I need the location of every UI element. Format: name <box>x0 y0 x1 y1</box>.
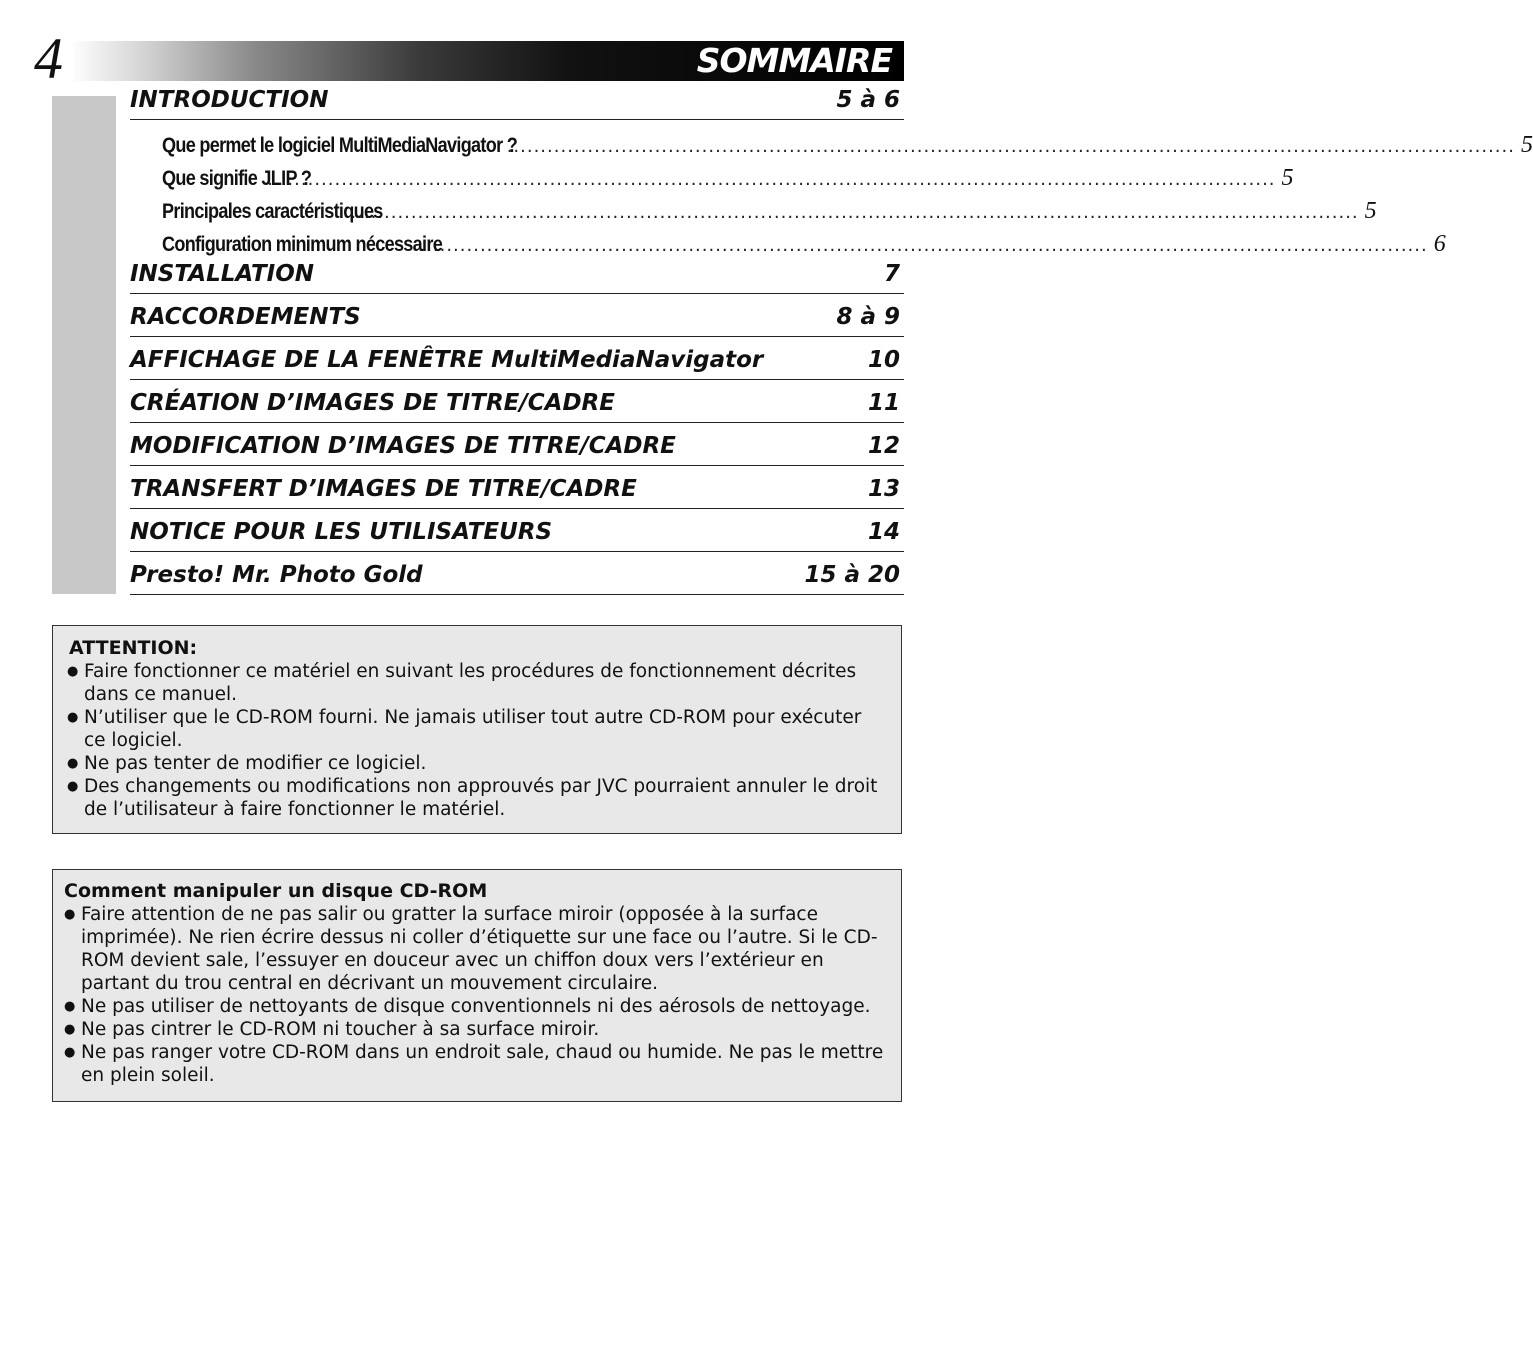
bullet-icon: ● <box>64 1045 76 1060</box>
toc-entry-page: 14 <box>867 519 900 545</box>
toc-entry-title: CRÉATION D’IMAGES DE TITRE/CADRE <box>130 390 615 416</box>
list-item <box>64 903 885 995</box>
bullet-icon: ● <box>67 779 79 794</box>
toc-entry-title: AFFICHAGE DE LA FENÊTRE MultiMediaNavigator <box>130 347 764 373</box>
bullet-icon: ● <box>64 907 76 922</box>
toc-entry-raccordements[interactable] <box>130 303 904 337</box>
list-item <box>67 752 885 775</box>
toc-entry-notice[interactable] <box>130 518 904 552</box>
list-item-text: Des changements ou modifications non approuvés par JVC pourraient annuler le droit de l’utilisateur à faire fonctionner le matériel. <box>84 776 878 820</box>
page-number: 4 <box>34 26 63 91</box>
toc-entry-page: 8 à 9 <box>836 304 900 330</box>
bullet-icon: ● <box>64 999 76 1014</box>
list-item-text: Ne pas utiliser de nettoyants de disque conventionnels ni des aérosols de nettoyage. <box>81 996 871 1017</box>
toc-entry-creation[interactable] <box>130 389 904 423</box>
bullet-icon: ● <box>67 664 79 679</box>
list-item-text: Faire attention de ne pas salir ou gratter la surface miroir (opposée à la surface imprimée). Ne rien écrire dessus ni coller d’étiquette sur une face ou l’autre. Si le CD-ROM devient sale, l’essuyer en douceur avec un chiffon doux vers l’extérieur en partant du trou central en décrivant un mouvement circulaire. <box>81 904 878 994</box>
toc-entry-title: RACCORDEMENTS <box>130 304 361 330</box>
toc-subentry-page: 5 <box>1520 132 1533 158</box>
table-of-contents <box>130 86 1533 595</box>
toc-subentry[interactable] <box>162 132 1533 165</box>
toc-entry-affichage[interactable] <box>130 346 904 380</box>
list-item <box>64 1041 885 1087</box>
toc-entry-page: 10 <box>867 347 900 373</box>
toc-subentry-title: Que permet le logiciel MultiMediaNavigator ? <box>162 134 518 157</box>
list-item <box>64 995 885 1018</box>
list-item <box>67 660 885 706</box>
toc-entry-introduction[interactable] <box>130 86 904 120</box>
page-title: SOMMAIRE <box>696 41 892 80</box>
cdrom-title: Comment manipuler un disque CD-ROM <box>64 880 488 902</box>
toc-subentry-page: 5 <box>1364 198 1377 224</box>
list-item <box>67 775 885 821</box>
list-item-text: Faire fonctionner ce matériel en suivant les procédures de fonctionnement décrites dans ce manuel. <box>84 661 857 705</box>
toc-entry-title: MODIFICATION D’IMAGES DE TITRE/CADRE <box>130 433 676 459</box>
toc-entry-page: 15 à 20 <box>804 562 900 588</box>
introduction-subsections <box>130 120 1533 264</box>
sidebar-tab <box>52 96 116 594</box>
toc-entry-installation[interactable] <box>130 260 904 294</box>
toc-subentry-title: Principales caractéristiques <box>162 200 383 223</box>
attention-title: ATTENTION: <box>69 637 198 659</box>
toc-entry-page: 11 <box>867 390 900 416</box>
toc-entry-page: 5 à 6 <box>836 87 900 113</box>
list-item <box>67 706 885 752</box>
toc-entry-title: Presto! Mr. Photo Gold <box>130 562 423 588</box>
dot-leader: ...................................................................................................................................................... <box>506 136 1515 157</box>
dot-leader: ...................................................................................................................................................... <box>350 202 1359 223</box>
list-item-text: Ne pas cintrer le CD-ROM ni toucher à sa surface miroir. <box>81 1019 600 1040</box>
toc-entry-modification[interactable] <box>130 432 904 466</box>
list-item <box>64 1018 885 1041</box>
toc-entry-page: 12 <box>867 433 900 459</box>
toc-subentry-title: Configuration minimum nécessaire <box>162 233 443 256</box>
toc-subentry[interactable] <box>162 165 1294 198</box>
bullet-icon: ● <box>64 1022 76 1037</box>
toc-entry-title: INSTALLATION <box>130 261 315 287</box>
toc-subentry[interactable] <box>162 198 1377 231</box>
list-item-text: Ne pas tenter de modifier ce logiciel. <box>84 753 427 774</box>
bullet-icon: ● <box>67 710 79 725</box>
header-bar <box>70 41 904 81</box>
toc-entry-title: NOTICE POUR LES UTILISATEURS <box>130 519 553 545</box>
list-item-text: Ne pas ranger votre CD-ROM dans un endroit sale, chaud ou humide. Ne pas le mettre en plein soleil. <box>81 1042 884 1086</box>
toc-subentry-page: 6 <box>1433 231 1446 257</box>
dot-leader: ...................................................................................................................................................... <box>419 235 1428 256</box>
toc-subentry-page: 5 <box>1281 165 1294 191</box>
toc-entry-page: 7 <box>883 261 900 287</box>
bullet-icon: ● <box>67 756 79 771</box>
toc-entry-page: 13 <box>867 476 900 502</box>
toc-subentry-title: Que signifie JLIP ? <box>162 167 312 190</box>
toc-entry-title: INTRODUCTION <box>130 87 329 113</box>
list-item-text: N’utiliser que le CD-ROM fourni. Ne jamais utiliser tout autre CD-ROM pour exécuter ce logiciel. <box>84 707 862 751</box>
toc-entry-presto[interactable] <box>130 561 904 595</box>
toc-entry-title: TRANSFERT D’IMAGES DE TITRE/CADRE <box>130 476 637 502</box>
dot-leader: ...................................................................................................................................................... <box>267 169 1276 190</box>
cdrom-handling-box <box>52 869 902 1102</box>
attention-box <box>52 625 902 834</box>
toc-entry-transfert[interactable] <box>130 475 904 509</box>
